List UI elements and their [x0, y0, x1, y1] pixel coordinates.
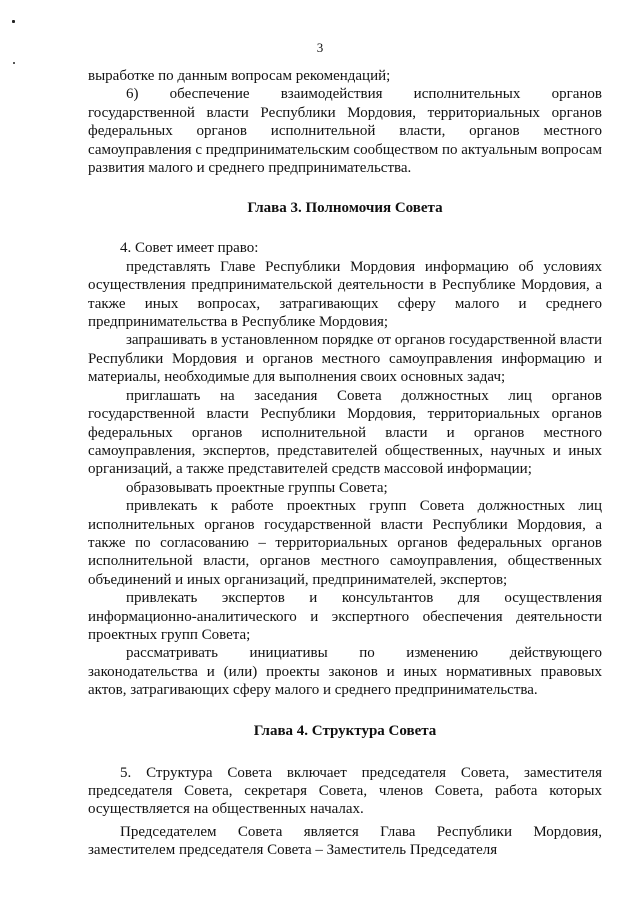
chapter-3-heading: Глава 3. Полномочия Совета [247, 200, 443, 217]
list-item: рассматривать инициативы по изменению действующего законодательства и (или) проекты законов и иных нормативных правовых актов, затрагивающих сферу малого и среднего предпринимательства. [88, 645, 602, 699]
list-item: привлекать экспертов и консультантов для осуществления информационно-аналитического и экспертного обеспечения деятельности проектных групп Совета; [88, 590, 602, 643]
scan-mark [13, 62, 15, 64]
paragraph: 4. Совет имеет право: [120, 240, 259, 257]
list-item: приглашать на заседания Совета должностных лиц органов государственной власти Республики Мордовия, территориальных органов федеральных органов исполнительной власти и органов местного самоуправления, экспертов, представителей общественных, научных и иных организаций, а также представителей средств массовой информации; [88, 387, 602, 478]
list-item: привлекать к работе проектных групп Совета должностных лиц исполнительных органов государственной власти Республики Мордовия, а также по согласованию – территориальных органов федеральных органов исполнительной власти, органов местного самоуправления, общественных объединений и иных организаций, предпринимателей, экспертов; [88, 498, 602, 588]
scan-mark [12, 20, 15, 23]
chapter-4-heading: Глава 4. Структура Совета [253, 722, 437, 739]
list-item: образовывать проектные группы Совета; [126, 479, 388, 496]
page-number: 3 [316, 40, 324, 55]
paragraph: Председателем Совета является Глава Республики Мордовия, заместителем председателя Совета – Заместитель Председателя [88, 823, 602, 859]
paragraph: 5. Структура Совета включает председателя Совета, заместителя председателя Совета, секретаря Совета, членов Совета, работа которых осуществляется на общественных началах. [88, 764, 602, 818]
list-item: представлять Главе Республики Мордовия информацию об условиях осуществления предпринимательской деятельности в Республике Мордовия, а также иных вопросах, затрагивающих сферу малого и среднего предпринимательства в Республике Мордовия; [88, 258, 602, 331]
document-body [88, 67, 602, 860]
list-item: запрашивать в установленном порядке от органов государственной власти Республики Мордовия и органов местного самоуправления информацию и материалы, необходимые для выполнения своих основных задач; [88, 332, 602, 386]
paragraph: 6) обеспечение взаимодействия исполнительных органов государственной власти Республики Мордовия, территориальных органов федеральных органов исполнительной власти, органов местного самоуправления с предпринимательским сообществом по актуальным вопросам развития малого и среднего предпринимательства. [88, 86, 602, 177]
paragraph: выработке по данным вопросам рекомендаций; [88, 68, 391, 84]
